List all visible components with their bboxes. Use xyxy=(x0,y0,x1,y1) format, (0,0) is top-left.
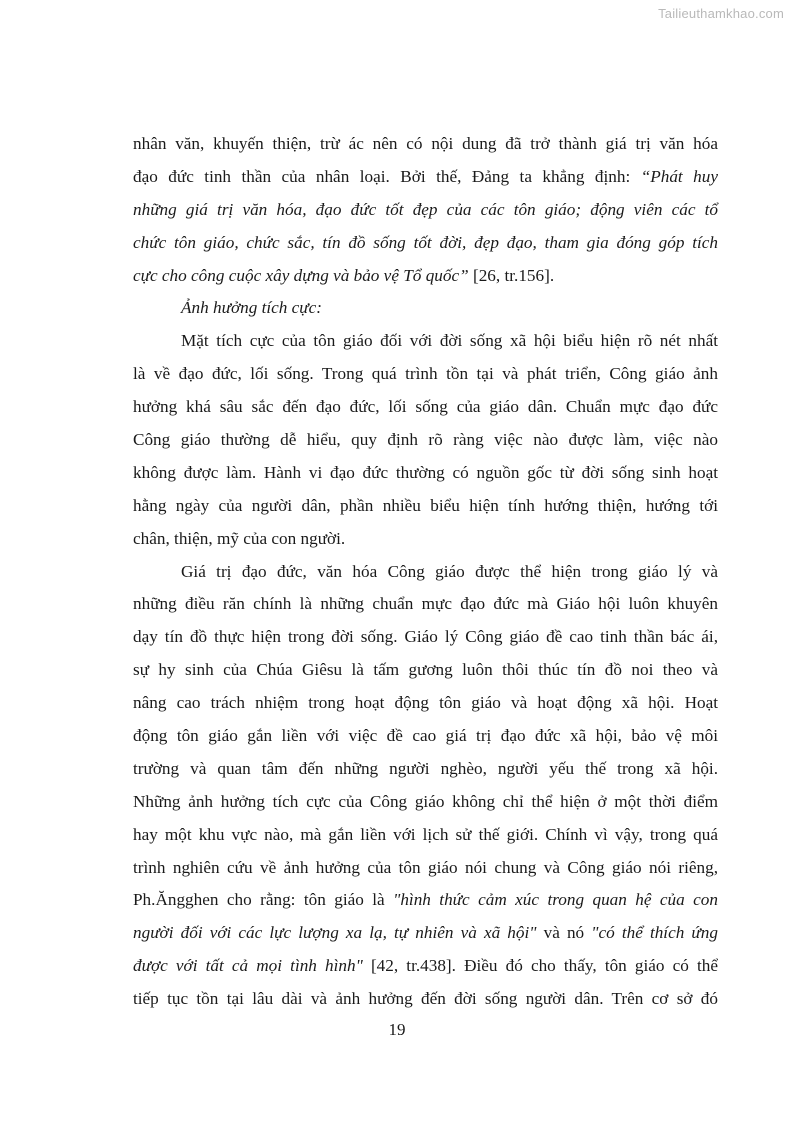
text-line: Mặt tích cực của tôn giáo đối với đời sống xã hội biểu hiện rõ nét nhất xyxy=(181,331,718,351)
text-line: động tôn giáo gắn liền với việc đề cao giá trị đạo đức xã hội, bảo vệ môi xyxy=(133,726,718,746)
text-line: dạy tín đồ thực hiện trong đời sống. Giáo lý Công giáo đề cao tinh thần bác ái, xyxy=(133,627,718,647)
text-line: tiếp tục tồn tại lâu dài và ảnh hưởng đến đời sống người dân. Trên cơ sở đó xyxy=(133,989,718,1009)
text-line xyxy=(133,950,718,983)
text-line: trình nghiên cứu về ảnh hưởng của tôn giáo nói chung và Công giáo nói riêng, xyxy=(133,857,718,877)
citation: [42, tr.438]. Điều đó cho thấy, tôn giáo có thể xyxy=(362,956,718,976)
page-body xyxy=(133,128,718,1016)
text-line: chân, thiện, mỹ của con người. xyxy=(133,528,346,548)
quote-run: "hình thức cảm xúc trong quan hệ của con xyxy=(393,890,718,910)
text-line xyxy=(133,260,718,293)
text-line xyxy=(133,194,718,227)
page-number: 19 xyxy=(388,1020,406,1039)
text-run: Ph.Ăngghen cho rằng: tôn giáo là xyxy=(133,890,394,910)
text-line: trường và quan tâm đến những người nghèo, người yếu thế trong xã hội. xyxy=(133,758,718,778)
text-line: Giá trị đạo đức, văn hóa Công giáo được thể hiện trong giáo lý và xyxy=(181,561,718,581)
quote-run: chức tôn giáo, chức sắc, tín đồ sống tốt đời, đẹp đạo, tham gia đóng góp tích xyxy=(133,232,718,252)
watermark-text: Tailieuthamkhao.com xyxy=(658,6,784,21)
text-line xyxy=(133,917,718,950)
text-run: và nó xyxy=(536,923,592,943)
text-line: không được làm. Hành vi đạo đức thường có nguồn gốc từ đời sống sinh hoạt xyxy=(133,462,718,482)
quote-run: người đối với các lực lượng xa lạ, tự nhiên và xã hội" xyxy=(133,923,537,943)
quote-run: được với tất cả mọi tình hình" xyxy=(133,956,363,976)
text-line xyxy=(133,227,718,260)
quote-run: "có thể thích ứng xyxy=(591,923,718,943)
text-line: Công giáo thường dễ hiểu, quy định rõ ràng việc nào được làm, việc nào xyxy=(133,430,718,450)
text-line xyxy=(133,161,718,194)
text-line: sự hy sinh của Chúa Giêsu là tấm gương luôn thôi thúc tín đồ noi theo và xyxy=(133,660,718,680)
citation: [26, tr.156]. xyxy=(468,265,555,285)
text-line: những điều răn chính là những chuẩn mực đạo đức mà Giáo hội luôn khuyên xyxy=(133,594,718,614)
text-line: hưởng khá sâu sắc đến đạo đức, lối sống của giáo dân. Chuẩn mực đạo đức xyxy=(133,397,718,417)
text-line: nâng cao trách nhiệm trong hoạt động tôn giáo và hoạt động xã hội. Hoạt xyxy=(133,693,718,713)
quote-run: những giá trị văn hóa, đạo đức tốt đẹp của các tôn giáo; động viên các tổ xyxy=(133,199,718,219)
text-line: Những ảnh hưởng tích cực của Công giáo không chỉ thể hiện ở một thời điểm xyxy=(133,791,718,811)
text-line: nhân văn, khuyến thiện, trừ ác nên có nội dung đã trở thành giá trị văn hóa xyxy=(133,134,718,153)
quote-run: cực cho công cuộc xây dựng và bảo vệ Tổ quốc” xyxy=(133,265,469,285)
section-subheading xyxy=(133,292,718,325)
text-line: hằng ngày của người dân, phần nhiều biểu hiện tính hướng thiện, hướng tới xyxy=(133,495,718,515)
subheading-text: Ảnh hưởng tích cực: xyxy=(181,298,323,318)
text-run: đạo đức tinh thần của nhân loại. Bởi thế, Đảng ta khẳng định: xyxy=(133,166,641,186)
text-line: là về đạo đức, lối sống. Trong quá trình tồn tại và phát triển, Công giáo ảnh xyxy=(133,364,718,384)
text-line: hay một khu vực nào, mà gắn liền với lịch sử thế giới. Chính vì vậy, trong quá xyxy=(133,824,718,844)
text-line xyxy=(133,884,718,917)
quote-run: “Phát huy xyxy=(640,166,718,186)
